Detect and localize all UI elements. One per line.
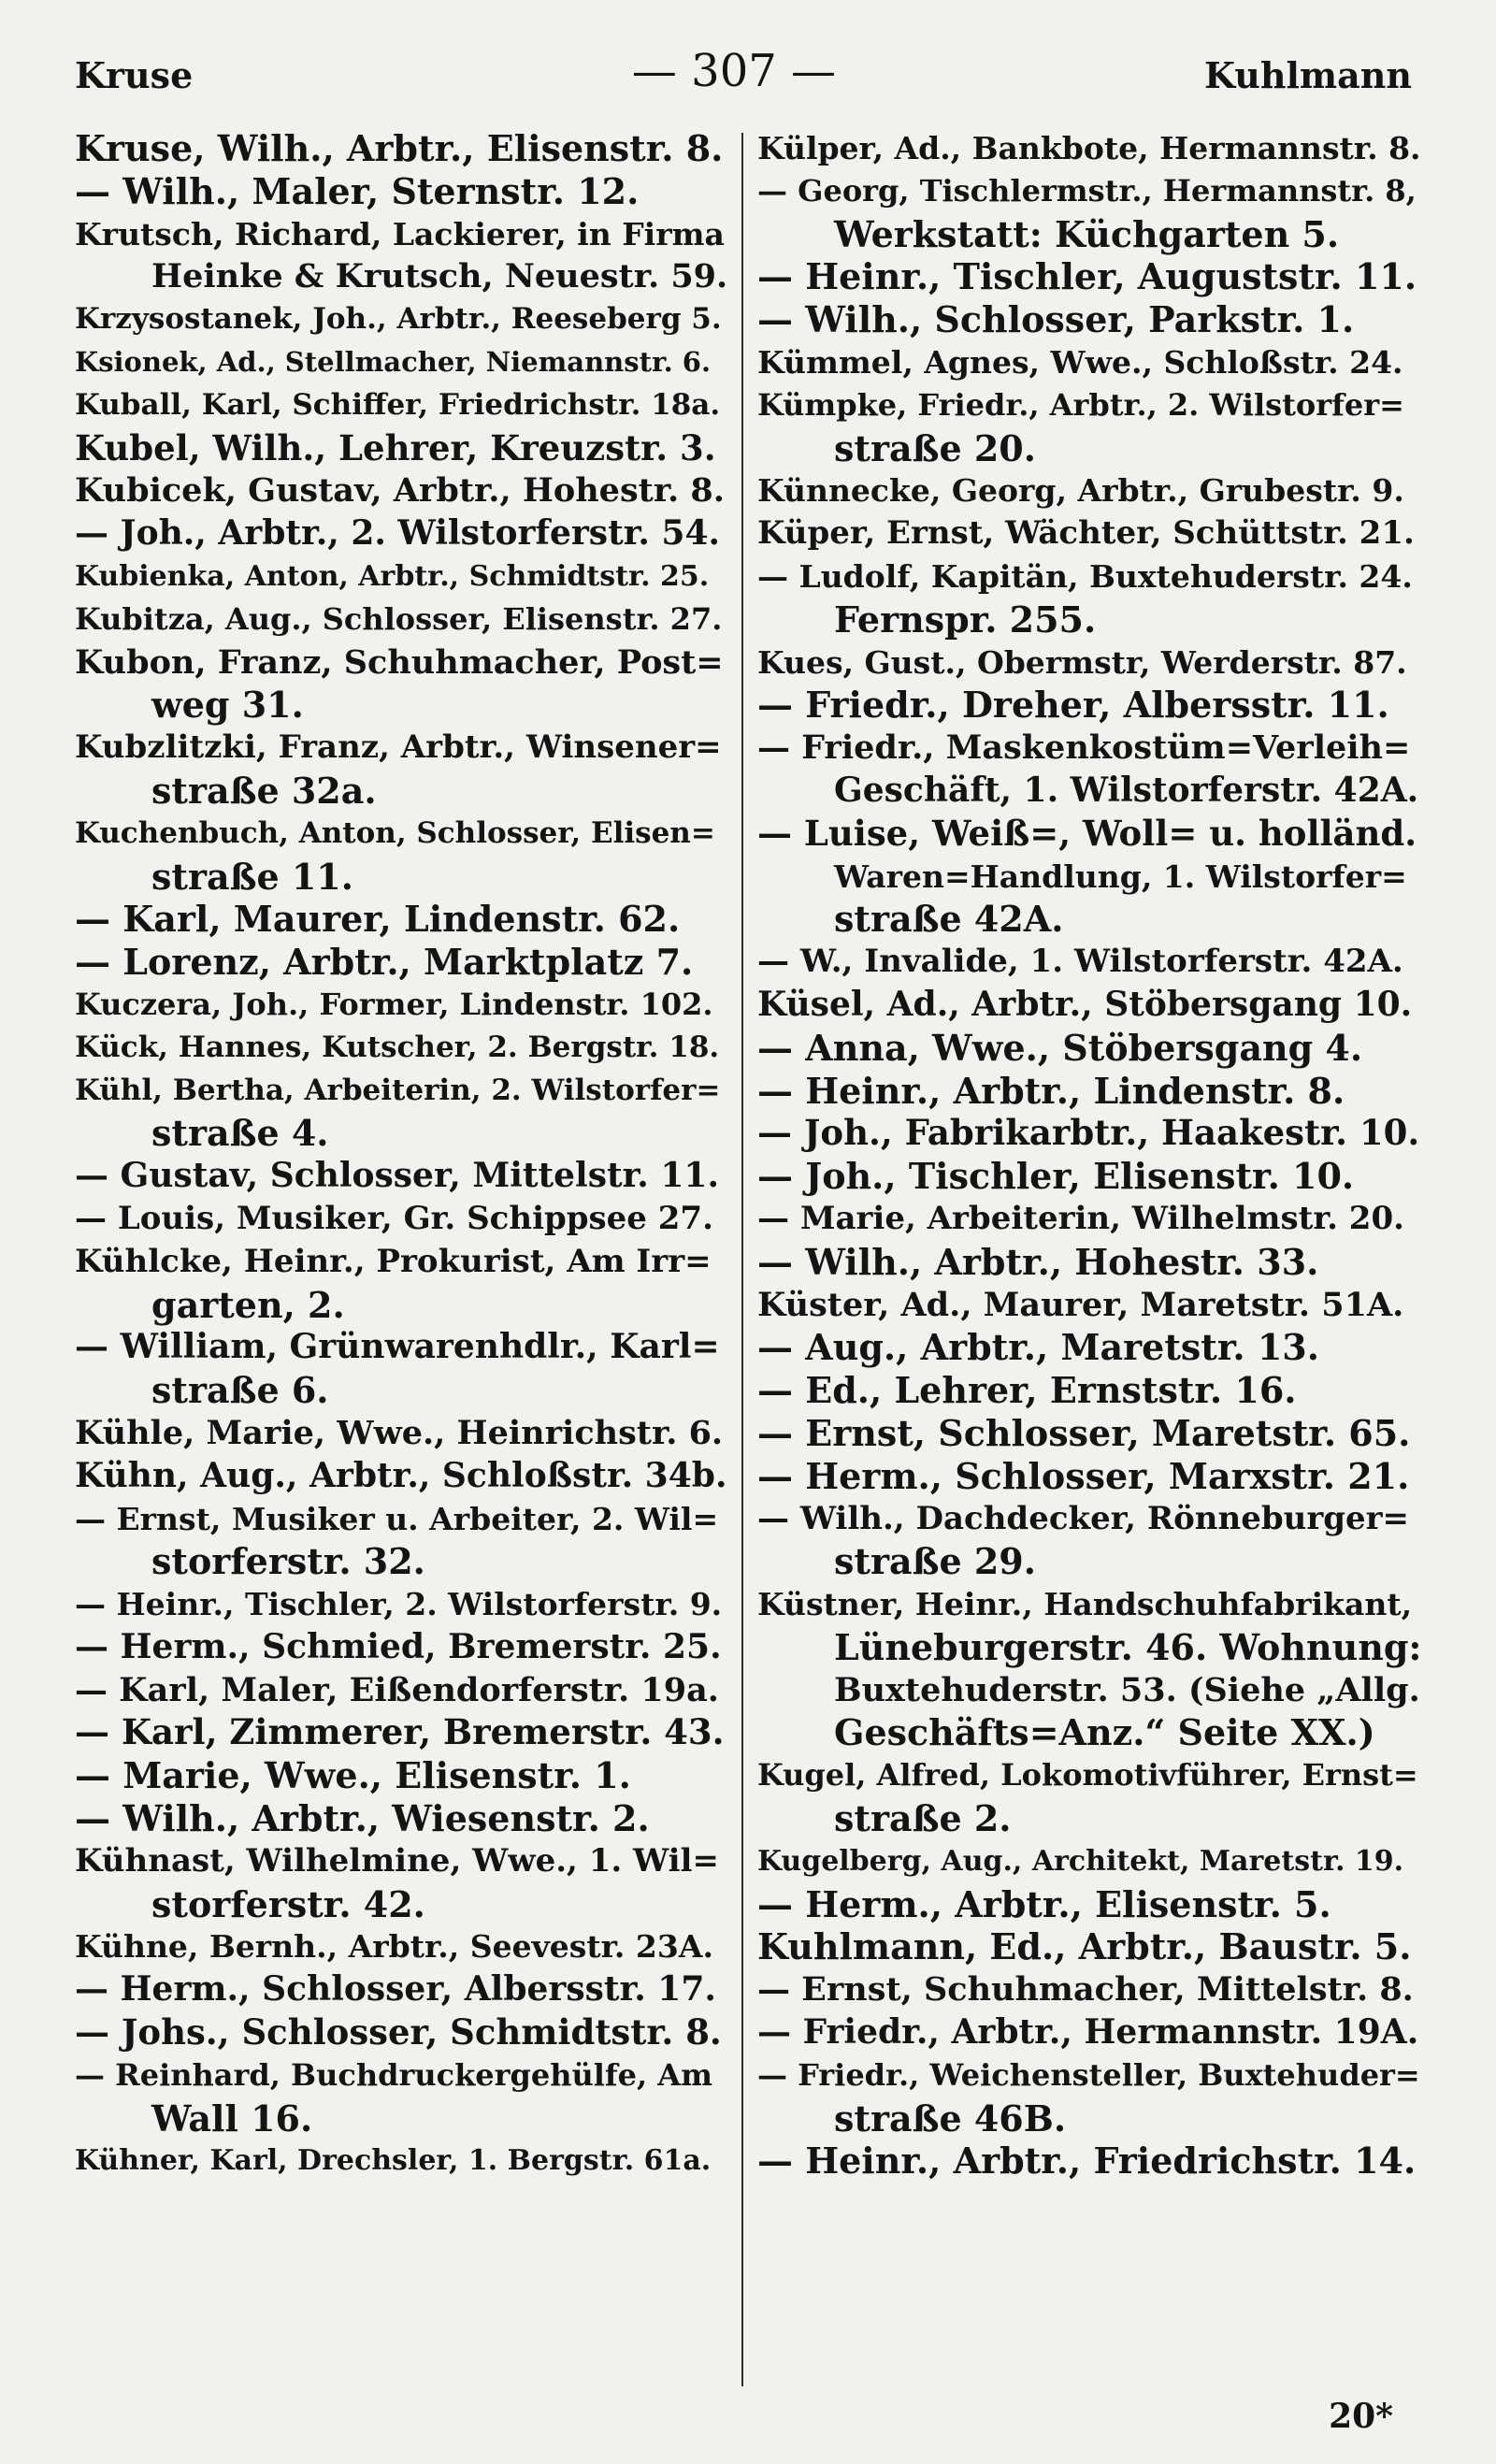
directory-entry-line: Kuball, Karl, Schiffer, Friedrichstr. 18a. [75,387,721,422]
directory-entry-line: — Gustav, Schlosser, Mittelstr. 11. [75,1156,719,1196]
page-number: — 307 — [631,45,837,97]
signature-mark: 20* [1329,2397,1393,2436]
header-right-keyword: Kuhlmann [1204,54,1412,96]
directory-entry-line: Ksionek, Ad., Stellmacher, Niemannstr. 6. [75,345,712,378]
directory-entry-line: straße 11. [151,855,353,898]
directory-entry-line: Geschäfts=Anz.“ Seite XX.) [834,1711,1375,1754]
directory-entry-line: garten, 2. [151,1283,345,1326]
directory-entry-line: Kühner, Karl, Drechsler, 1. Bergstr. 61a. [75,2144,712,2178]
directory-entry-line: Kubon, Franz, Schuhmacher, Post= [75,642,724,682]
directory-entry-line: — Joh., Arbtr., 2. Wilstorferstr. 54. [75,513,721,554]
directory-entry-line: Kümpke, Friedr., Arbtr., 2. Wilstorfer= [757,386,1404,423]
directory-entry-line: straße 20. [834,426,1036,469]
directory-entry-line: Küsel, Ad., Arbtr., Stöbersgang 10. [757,984,1413,1024]
directory-entry-line: — Karl, Maler, Eißendorferstr. 19a. [75,1670,719,1709]
directory-entry-line: — W., Invalide, 1. Wilstorferstr. 42A. [757,943,1403,981]
directory-entry-line: — Friedr., Dreher, Albersstr. 11. [757,684,1389,727]
directory-entry-line: — Joh., Fabrikarbtr., Haakestr. 10. [757,1112,1420,1154]
directory-entry-line: — Ernst, Schlosser, Maretstr. 65. [757,1411,1411,1454]
directory-entry-line: — Herm., Schlosser, Albersstr. 17. [75,1969,716,2010]
directory-entry-line: — Aug., Arbtr., Maretstr. 13. [757,1326,1319,1369]
directory-entry-line: straße 2. [834,1797,1012,1840]
directory-entry-line: — Luise, Weiß=, Woll= u. holländ. [757,812,1417,854]
directory-entry-line: — Marie, Wwe., Elisenstr. 1. [75,1754,631,1797]
directory-entry-line: — Wilh., Arbtr., Hohestr. 33. [757,1240,1319,1283]
directory-entry-line: Küster, Ad., Maurer, Maretstr. 51A. [757,1285,1404,1324]
directory-entry-line: — Friedr., Weichensteller, Buxtehuder= [757,2056,1420,2093]
directory-entry-line: Kühn, Aug., Arbtr., Schloßstr. 34b. [75,1455,727,1495]
directory-entry-line: Külper, Ad., Bankbote, Hermannstr. 8. [757,130,1421,166]
directory-entry-line: weg 31. [151,684,304,727]
directory-entry-line: Kubienka, Anton, Arbtr., Schmidtstr. 25. [75,559,710,593]
directory-entry-line: straße 42A. [834,898,1064,941]
directory-entry-line: — Ernst, Musiker u. Arbeiter, 2. Wil= [75,1500,719,1537]
right-column [757,127,1421,2183]
directory-entry-line: Künnecke, Georg, Arbtr., Grubestr. 9. [757,472,1404,510]
directory-entry-line: — Heinr., Tischler, 2. Wilstorferstr. 9. [75,1586,723,1623]
directory-entry-line: — Louis, Musiker, Gr. Schippsee 27. [75,1199,713,1237]
directory-entry-line: Kuhlmann, Ed., Arbtr., Baustr. 5. [757,1925,1412,1968]
directory-entry-line: — Herm., Schmied, Bremerstr. 25. [75,1626,722,1666]
directory-entry-line: storferstr. 32. [151,1540,425,1583]
directory-entry-line: — Herm., Arbtr., Elisenstr. 5. [757,1882,1331,1925]
directory-entry-line: Kubel, Wilh., Lehrer, Kreuzstr. 3. [75,426,716,468]
directory-entry-line: straße 46B. [834,2097,1067,2140]
directory-entry-line: — Heinr., Arbtr., Friedrichstr. 14. [757,2140,1417,2183]
directory-entry-line: — Wilh., Arbtr., Wiesenstr. 2. [75,1797,650,1840]
directory-entry-line: — Friedr., Arbtr., Hermannstr. 19A. [757,2012,1419,2053]
directory-entry-line: Heinke & Krutsch, Neuestr. 59. [151,257,728,296]
directory-entry-line: — Wilh., Schlosser, Parkstr. 1. [757,298,1355,341]
directory-entry-line: Kuczera, Joh., Former, Lindenstr. 102. [75,986,713,1022]
directory-entry-line: straße 6. [151,1369,329,1412]
directory-entry-line: — Heinr., Tischler, Auguststr. 11. [757,255,1417,298]
directory-entry-line: Kubitza, Aug., Schlosser, Elisenstr. 27. [75,600,723,637]
directory-entry-line: Lüneburgerstr. 46. Wohnung: [834,1625,1422,1668]
directory-entry-line: Kühle, Marie, Wwe., Heinrichstr. 6. [75,1413,724,1452]
directory-entry-line: Kühlcke, Heinr., Prokurist, Am Irr= [75,1242,712,1280]
directory-entry-line: — Lorenz, Arbtr., Marktplatz 7. [75,941,694,984]
directory-entry-line: Krzysostanek, Joh., Arbtr., Reeseberg 5. [75,302,722,337]
directory-entry-line: — Friedr., Maskenkostüm=Verleih= [757,728,1411,768]
directory-entry-line: — Wilh., Maler, Sternstr. 12. [75,169,640,212]
directory-entry-line: Kubicek, Gustav, Arbtr., Hohestr. 8. [75,471,725,511]
directory-entry-line: — Karl, Maurer, Lindenstr. 62. [75,898,681,941]
directory-entry-line: — Georg, Tischlermstr., Hermannstr. 8, [757,172,1417,209]
directory-entry-line: Kuchenbuch, Anton, Schlosser, Elisen= [75,815,715,850]
page-header [56,37,1412,103]
column-divider [741,133,743,2386]
directory-entry-line: — Herm., Schlosser, Marxstr. 21. [757,1454,1410,1497]
directory-entry-line: — Marie, Arbeiterin, Wilhelmstr. 20. [757,1199,1404,1237]
directory-entry-line: — Johs., Schlosser, Schmidtstr. 8. [75,2011,722,2053]
directory-entry-line: Kues, Gust., Obermstr, Werderstr. 87. [757,643,1407,681]
directory-entry-line: Kugel, Alfred, Lokomotivführer, Ernst= [757,1757,1418,1794]
directory-entry-line: Fernspr. 255. [834,598,1097,641]
directory-entry-line: — Karl, Zimmerer, Bremerstr. 43. [75,1711,725,1753]
directory-entry-line: Küstner, Heinr., Handschuhfabrikant, [757,1586,1413,1623]
directory-entry-line: Kühne, Bernh., Arbtr., Seevestr. 23A. [75,1928,713,1966]
directory-entry-line: — William, Grünwarenhdlr., Karl= [75,1327,720,1367]
directory-entry-line: Kubzlitzki, Franz, Arbtr., Winsener= [75,728,722,767]
directory-entry-line: Krutsch, Richard, Lackierer, in Firma [75,215,725,252]
directory-entry-line: — Reinhard, Buchdruckergehülfe, Am [75,2056,712,2093]
directory-entry-line: Geschäft, 1. Wilstorferstr. 42A. [834,770,1419,810]
directory-entry-line: — Wilh., Dachdecker, Rönneburger= [757,1499,1410,1537]
directory-entry-line: Kruse, Wilh., Arbtr., Elisenstr. 8. [75,127,724,169]
directory-entry-line: Wall 16. [151,2097,313,2140]
directory-entry-line: Kühnast, Wilhelmine, Wwe., 1. Wil= [75,1841,719,1880]
directory-entry-line: — Anna, Wwe., Stöbersgang 4. [757,1026,1363,1069]
directory-entry-line: straße 29. [834,1540,1036,1583]
directory-entry-line: straße 4. [151,1112,329,1155]
directory-entry-line: Werkstatt: Küchgarten 5. [834,212,1340,255]
directory-entry-line: Kümmel, Agnes, Wwe., Schloßstr. 24. [757,343,1403,381]
directory-entry-line: Küper, Ernst, Wächter, Schüttstr. 21. [757,514,1415,553]
directory-entry-line: Kugelberg, Aug., Architekt, Maretstr. 19. [757,1844,1404,1878]
left-column [75,127,729,2183]
directory-entry-line: Buxtehuderstr. 53. (Siehe „Allg. [834,1670,1420,1709]
directory-entry-line: — Ludolf, Kapitän, Buxtehuderstr. 24. [757,557,1413,595]
directory-entry-line: straße 32a. [151,769,377,812]
directory-entry-line: — Ernst, Schuhmacher, Mittelstr. 8. [757,1970,1414,2010]
directory-entry-line: Kück, Hannes, Kutscher, 2. Bergstr. 18. [75,1030,720,1064]
header-left-keyword: Kruse [75,54,194,96]
directory-entry-line: Kühl, Bertha, Arbeiterin, 2. Wilstorfer= [75,1073,721,1107]
directory-entry-line: — Ed., Lehrer, Ernststr. 16. [757,1369,1297,1412]
directory-entry-line: storferstr. 42. [151,1882,425,1925]
directory-entry-line: — Heinr., Arbtr., Lindenstr. 8. [757,1069,1345,1112]
directory-entry-line: — Joh., Tischler, Elisenstr. 10. [757,1155,1355,1198]
directory-entry-line: Waren=Handlung, 1. Wilstorfer= [834,857,1407,895]
